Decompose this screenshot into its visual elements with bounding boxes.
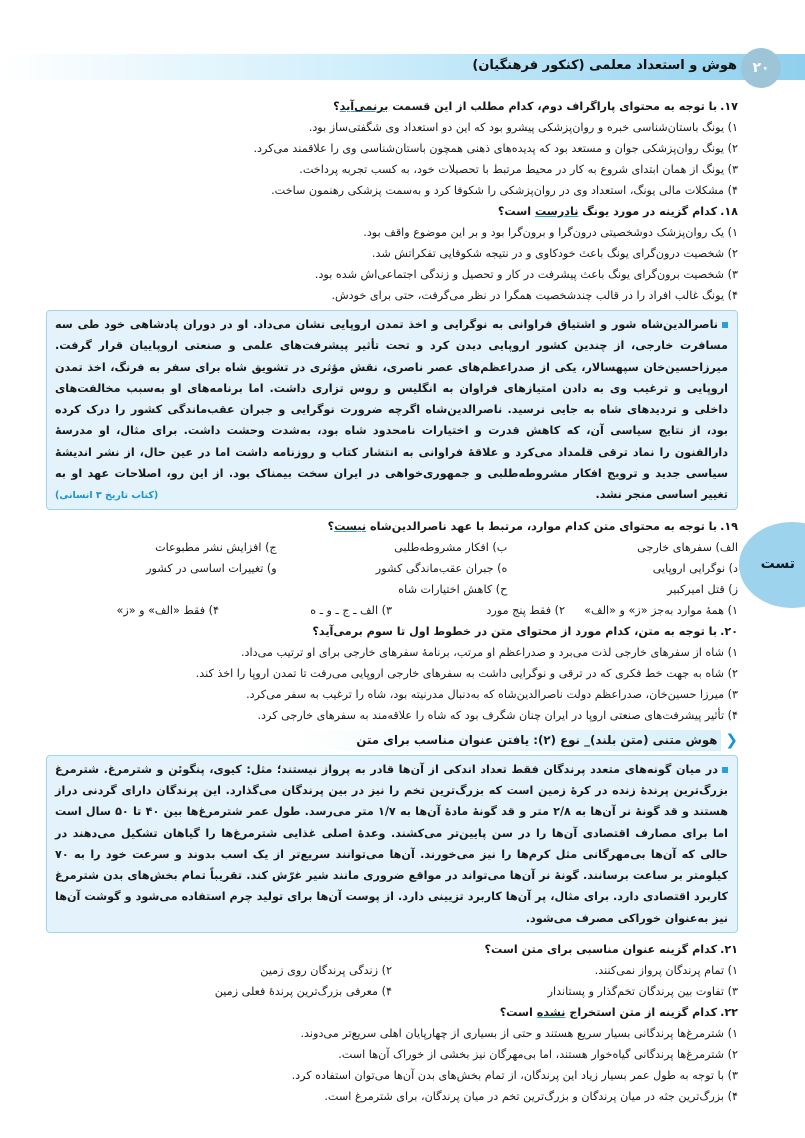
item (46, 579, 277, 600)
option[interactable]: ۳) با توجه به طول عمر بسیار زیاد این پرندگان، از تمام بخش‌های بدن آن‌ها می‌توان استفاده کرد. (291, 1069, 738, 1083)
option[interactable]: ۱) یک روان‌پزشک دوشخصیتی درون‌گرا و برون‌گرا بود و بر این موضوع واقف بود. (363, 226, 738, 239)
passage-text: ناصرالدین‌شاه شور و اشتیاق فراوانی به نوگرایی و اخذ تمدن اروپایی نشان می‌داد. او در دوران پادشاهی خود طی سه مسافرت خارجی، از چندین کشور اروپایی دیدن کرد و تحت تأثیر پیشرفت‌های علمی و صنعتی اروپاییان قرار گرفت. میرزاحسین‌خان سپهسالار، یکی از صدراعظم‌های عصر ناصری، نقش مؤثری در تشویق شاه برای سفر به فرنگ، اخذ تمدن اروپایی و ترغیب وی به دادن امتیازهای فراوان به انگلیس و روس تزاری داشت. اما برنامه‌های او به‌سبب مخالفت‌های داخلی و تردیدهای شاه به جایی نرسید. ناصرالدین‌شاه اگرچه ضرورت نوگرایی و جبران عقب‌ماندگی کشور را درک کرده بود، از نتایج سیاسی آن، که کاهش قدرت و اختیارات نامحدود شاه بود، به‌شدت وحشت داشت. برای مثال، او مدرسهٔ دارالفنون را نماد ترقی قلمداد می‌کرد و علاقهٔ فراوانی به انتشار کتاب و روزنامه داشت اما در عین حال، از نشر اندیشهٔ سیاسی جدید و ترویج افکار مشروطه‌طلبی و جمهوری‌خواهی در ایران سخت بیمناک بود. از این رو، اصلاحات عهد او به تغییر اساسی منجر نشد. (55, 318, 728, 502)
question-17 (46, 96, 738, 201)
option[interactable]: ۴) یونگ غالب افراد را در قالب چندشخصیت همگرا در نظر می‌گرفت، حتی برای خودش. (331, 289, 738, 302)
question-18 (46, 201, 738, 306)
option[interactable]: ۱) همهٔ موارد به‌جز «ز» و «الف» (584, 603, 738, 617)
items-row (46, 579, 738, 600)
page-number: ۲۰ (741, 48, 781, 88)
option[interactable]: ۲) یونگ روان‌پزشکی جوان و مستعد بود که پدیده‌های ذهنی همچون باستان‌شناسی وی را علاقمند می‌کرد. (253, 142, 738, 155)
option[interactable]: ۲) شخصیت درون‌گرای یونگ باعث خودکاوی و در نتیجه شکوفایی تفکراتش شد. (371, 247, 738, 260)
option[interactable]: ۲) فقط پنج مورد (486, 603, 565, 617)
bullet-icon (722, 322, 728, 328)
question-number: ۲۱. (720, 943, 738, 957)
item: ج) افزایش نشر مطبوعات (155, 540, 277, 554)
chevron-left-icon: ❮ (725, 730, 738, 749)
passage-source: (کتاب تاریخ ۳ انسانی) (55, 490, 159, 502)
option[interactable]: ۲) شاه به جهت خط فکری که در ترقی و نوگرایی داشت به سفرهای خارجی اروپایی می‌رفت تا تمدن اروپا را اخذ کند. (195, 666, 738, 680)
question-number: ۱۷. (720, 100, 738, 113)
question-stem: ۲۱.کدام گزینه عنوان مناسبی برای متن است؟ (484, 943, 738, 957)
page-content (46, 96, 738, 1107)
item: الف) سفرهای خارجی (637, 540, 738, 554)
question-20 (46, 621, 738, 726)
item: و) تغییرات اساسی در کشور (146, 561, 277, 575)
option[interactable]: ۴) تأثیر پیشرفت‌های صنعتی اروپا در ایران چنان شگرف بود که شاه را علاقه‌مند به سفرهای خارجی کرد. (257, 708, 738, 722)
question-number: ۲۰. (720, 624, 738, 638)
question-stem: ۱۸.کدام گزینه در مورد یونگ نادرست است؟ (497, 205, 738, 218)
question-19 (46, 516, 738, 621)
options-row (46, 960, 738, 981)
option[interactable]: ۱) تمام پرندگان پرواز نمی‌کنند. (594, 964, 738, 978)
item: ب) افکار مشروطه‌طلبی (394, 540, 508, 554)
option[interactable]: ۴) مشکلات مالی یونگ، استعداد وی در روان‌پزشکی را شکوفا کرد و به‌سمت پزشکی رهنمون ساخت. (271, 184, 738, 197)
items-row (46, 537, 738, 558)
option[interactable]: ۳) تفاوت بین پرندگان تخم‌گذار و پستاندار (547, 985, 738, 999)
question-number: ۱۸. (720, 205, 738, 218)
item: ز) قتل امیرکبیر (667, 582, 738, 596)
question-stem: ۲۲.کدام گزینه از متن استخراج نشده است؟ (499, 1006, 738, 1020)
items-row (46, 558, 738, 579)
option[interactable]: ۲) شترمرغ‌ها پرندگانی گیاه‌خوار هستند، اما بی‌مهرگان نیز بخشی از خوراک آن‌ها است. (338, 1048, 738, 1062)
option[interactable]: ۳) یونگ از همان ابتدای شروع به کار در محیط مرتبط با تحصیلات خود، به کسب تجربه پرداخت. (299, 163, 738, 176)
side-tab-label: تست (760, 556, 795, 572)
section-heading (46, 730, 738, 751)
item: د) نوگرایی اروپایی (652, 561, 738, 575)
book-title: هوش و استعداد معلمی (کنکور فرهنگیان) (472, 58, 737, 73)
option[interactable]: ۳) شخصیت برون‌گرای یونگ باعث پیشرفت در کار و تحصیل و زندگی اجتماعی‌اش شده بود. (314, 268, 738, 281)
item: ح) کاهش اختیارات شاه (398, 582, 508, 596)
section-title: هوش متنی (متن بلند)_ نوع (۲): یافتن عنوان مناسب برای متن (296, 730, 721, 751)
question-number: ۱۹. (720, 519, 738, 533)
option[interactable]: ۴) معرفی بزرگ‌ترین پرندهٔ فعلی زمین (214, 985, 392, 999)
option[interactable]: ۳) میرزا حسین‌خان، صدراعظم دولت ناصرالدین‌شاه که به‌دنبال مدرنیته بود، شاه را ترغیب به سفر می‌کرد. (246, 687, 738, 701)
option[interactable]: ۱) یونگ باستان‌شناسی خبره و روان‌پزشکی پیشرو بود که این دو استعداد وی شگفتی‌ساز بود. (308, 121, 738, 134)
passage-box (46, 755, 738, 933)
options-row (46, 600, 738, 621)
bullet-icon (722, 767, 728, 773)
option[interactable]: ۳) الف ـ ج ـ و ـ ه (310, 603, 392, 617)
question-stem: ۱۷.با توجه به محتوای پاراگراف دوم، کدام مطلب از این قسمت برنمی‌آید؟ (333, 100, 738, 113)
option[interactable]: ۴) بزرگ‌ترین جثه در میان پرندگان و بزرگ‌ترین تخم در میان پرندگان، برای شترمرغ است. (324, 1090, 738, 1104)
option[interactable]: ۲) زندگی پرندگان روی زمین (260, 964, 392, 978)
question-stem: ۲۰.با توجه به متن، کدام مورد از محتوای متن در خطوط اول تا سوم برمی‌آید؟ (312, 624, 738, 638)
option[interactable]: ۱) شترمرغ‌ها پرندگانی بسیار سریع هستند و حتی از بسیاری از چهارپایان اهلی سریع‌تر می‌دوند. (300, 1027, 738, 1041)
options-row (46, 981, 738, 1002)
question-number: ۲۲. (720, 1006, 738, 1020)
question-22 (46, 1002, 738, 1107)
passage-text: در میان گونه‌های متعدد پرندگان فقط تعداد اندکی از آن‌ها قادر به پرواز نیستند؛ مثل: کیوی، پنگوئن و شترمرغ. شترمرغ بزرگ‌ترین پرندهٔ زنده در کرهٔ زمین است که بزرگ‌ترین تخم را نیز در بین پرندگان می‌گذارد. این پرندگان دارای گردنی دراز هستند و قد گونهٔ نر آن‌ها به ۲/۸ متر و قد گونهٔ مادهٔ آن‌ها به ۱/۷ متر می‌رسد. طول عمر شترمرغ‌ها بین ۴۰ تا ۵۰ سال است اما برای مصارف اقتصادی آن‌ها را در سن پایین‌تر می‌کشند. وعدهٔ اصلی غذایی شترمرغ‌ها را گیاهان تشکیل می‌دهند در حالی که آن‌ها بی‌مهرگانی مثل کرم‌ها را نیز می‌خورند. آن‌ها می‌توانند سریع‌تر از یک اسب بدوند و سرعت خود را به ۷۰ کیلومتر بر ساعت برسانند. گونهٔ نر آن‌ها می‌تواند در مواقع ضروری مانند شیر غرّش کند. تقریباً تمام بخش‌های بدن شترمرغ کاربرد اقتصادی دارد. برای مثال، پر آن‌ها کاربرد تزیینی دارد. از پوست آن‌ها برای تولید چرم استفاده می‌شود و گوشت آن‌ها نیز به‌عنوان خوراکی مصرف می‌شود. (55, 762, 728, 925)
passage-box (46, 310, 738, 510)
question-21 (46, 939, 738, 1002)
option[interactable]: ۴) فقط «الف» و «ز» (116, 603, 219, 617)
option[interactable]: ۱) شاه از سفرهای خارجی لذت می‌برد و صدراعظم او مرتب، برنامهٔ سفرهای خارجی برای او ترتیب می‌داد. (240, 645, 738, 659)
item: ه) جبران عقب‌ماندگی کشور (375, 561, 508, 575)
question-stem: ۱۹.با توجه به محتوای متن کدام موارد، مرتبط با عهد ناصرالدین‌شاه نیست؟ (327, 519, 738, 533)
